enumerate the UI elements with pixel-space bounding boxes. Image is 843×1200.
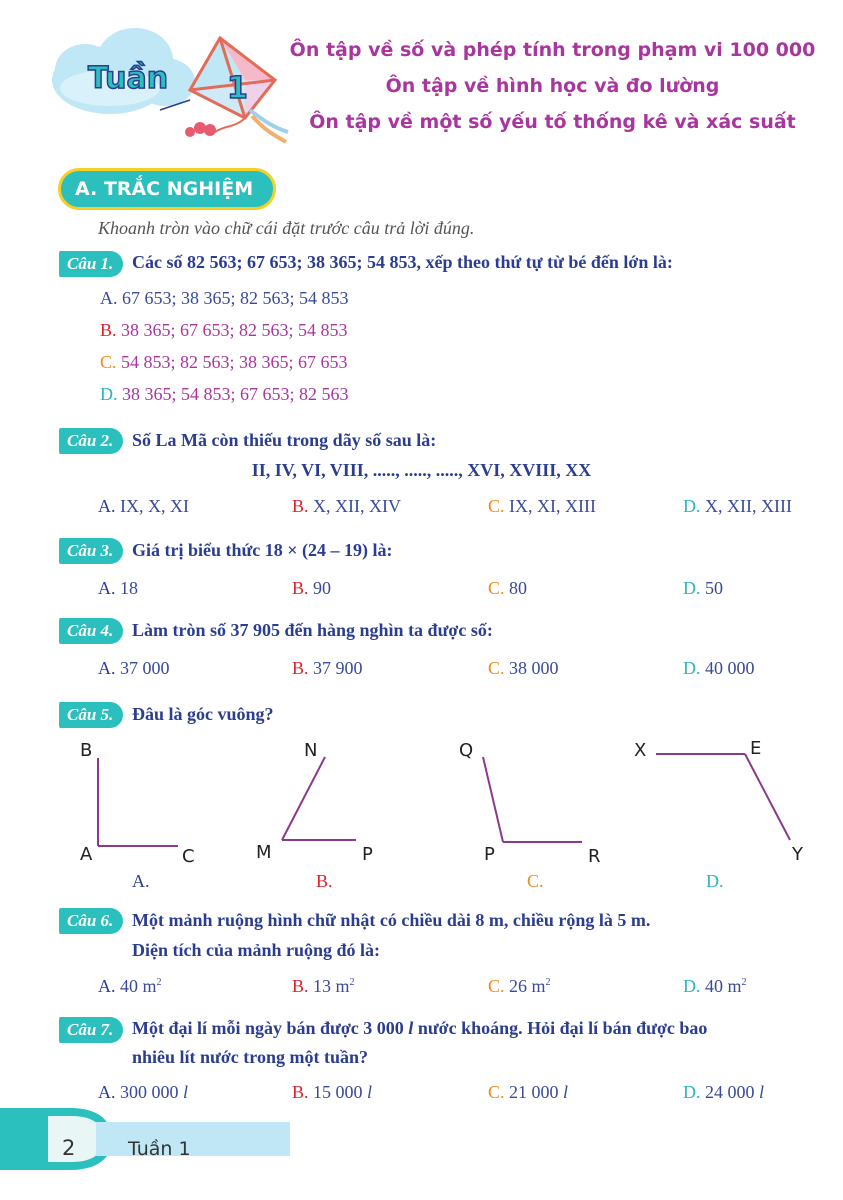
week-badge	[40, 10, 290, 150]
question-text: Số La Mã còn thiếu trong dãy số sau là:	[132, 430, 437, 450]
figure-letter: D.	[706, 871, 724, 891]
option-d[interactable]: D. 50	[683, 578, 723, 598]
option-b[interactable]: B. 90	[292, 578, 332, 598]
footer-label: Tuần 1	[128, 1138, 191, 1160]
vertex-label: P	[484, 844, 495, 865]
question-tag: Câu 5.	[56, 702, 123, 728]
question-text: nhiêu lít nước trong một tuần?	[132, 1047, 368, 1067]
option-c[interactable]: C. 38 000	[488, 658, 559, 678]
angle-figure-d[interactable]	[634, 738, 804, 891]
option-c[interactable]: C. 26 $m^2$	[488, 976, 551, 996]
question-tag: Câu 3.	[56, 538, 123, 564]
option-c[interactable]: C. IX, XI, XIII	[488, 496, 596, 516]
option-a[interactable]: A. 67 653; 38 365; 82 563; 54 853	[100, 288, 349, 308]
vertex-label: X	[634, 740, 647, 761]
question-text: Một mảnh ruộng hình chữ nhật có chiều dài 8 m, chiều rộng là 5 m.	[132, 910, 651, 930]
question-tag: Câu 6.	[56, 908, 123, 934]
question-tag: Câu 2.	[56, 428, 123, 454]
roman-sequence: II, IV, VI, VIII, ....., ....., ....., XVI, XVIII, XX	[251, 460, 592, 480]
vertex-label: N	[304, 740, 318, 761]
question-tag: Câu 4.	[56, 618, 123, 644]
option-a[interactable]: A. 40 $m^2$	[98, 976, 162, 996]
angle-figure-c[interactable]	[459, 740, 601, 891]
option-c[interactable]: C. 21 000 l	[488, 1082, 569, 1102]
header-title-line: Ôn tập về một số yếu tố thống kê và xác suất	[309, 111, 796, 133]
option-d[interactable]: D. 38 365; 54 853; 67 653; 82 563	[100, 384, 349, 404]
angle-figure-a[interactable]	[80, 740, 195, 891]
option-b[interactable]: B. 13 $m^2$	[292, 976, 355, 996]
header-title-line: Ôn tập về hình học và đo lường	[385, 75, 720, 97]
figure-letter: C.	[527, 871, 544, 891]
option-a[interactable]: A. 37 000	[98, 658, 170, 678]
question-text: Các số 82 563; 67 653; 38 365; 54 853, xếp theo thứ tự từ bé đến lớn là:	[132, 252, 673, 272]
option-b[interactable]: B. 15 000 l	[292, 1082, 373, 1102]
vertex-label: R	[588, 846, 601, 867]
figure-letter: A.	[132, 871, 150, 891]
question-text: Giá trị biểu thức 18 × (24 – 19) là:	[132, 540, 393, 560]
vertex-label: Q	[459, 740, 474, 761]
option-c[interactable]: C. 80	[488, 578, 528, 598]
badge-word: Tuần	[88, 61, 169, 96]
instruction-text: Khoanh tròn vào chữ cái đặt trước câu trả lời đúng.	[98, 218, 475, 238]
question-text: Làm tròn số 37 905 đến hàng nghìn ta được số:	[132, 620, 493, 640]
angle-figures	[0, 730, 843, 900]
option-b[interactable]: B. X, XII, XIV	[292, 496, 401, 516]
angle-figure-b[interactable]	[256, 740, 373, 891]
vertex-label: B	[80, 740, 93, 761]
option-a[interactable]: A. IX, X, XI	[98, 496, 189, 516]
vertex-label: C	[182, 846, 195, 867]
question-text: Một đại lí mỗi ngày bán được 3 000 l nước khoáng. Hỏi đại lí bán được bao	[132, 1018, 708, 1038]
option-b[interactable]: B. 37 900	[292, 658, 363, 678]
question-text: Diện tích của mảnh ruộng đó là:	[132, 940, 381, 960]
question-tag: Câu 1.	[56, 251, 123, 277]
figure-letter: B.	[316, 871, 333, 891]
vertex-label: E	[750, 738, 762, 759]
option-d[interactable]: D. X, XII, XIII	[683, 496, 792, 516]
option-a[interactable]: A. 18	[98, 578, 138, 598]
option-b[interactable]: B. 38 365; 67 653; 82 563; 54 853	[100, 320, 348, 340]
header-title-line: Ôn tập về số và phép tính trong phạm vi 100 000	[289, 39, 816, 61]
question-tag: Câu 7.	[56, 1017, 123, 1043]
page-number: 2	[62, 1136, 76, 1160]
vertex-label: A	[80, 844, 93, 865]
option-c[interactable]: C. 54 853; 82 563; 38 365; 67 653	[100, 352, 348, 372]
header-titles	[280, 32, 825, 140]
question-text: Đâu là góc vuông?	[132, 704, 274, 724]
option-a[interactable]: A. 300 000 l	[98, 1082, 189, 1102]
section-heading: A. TRẮC NGHIỆM	[58, 168, 276, 210]
option-d[interactable]: D. 40 $m^2$	[683, 976, 747, 996]
vertex-label: M	[256, 842, 272, 863]
option-d[interactable]: D. 40 000	[683, 658, 755, 678]
option-d[interactable]: D. 24 000 l	[683, 1082, 765, 1102]
vertex-label: Y	[792, 844, 803, 865]
vertex-label: P	[362, 844, 373, 865]
badge-number: 1	[227, 71, 248, 106]
